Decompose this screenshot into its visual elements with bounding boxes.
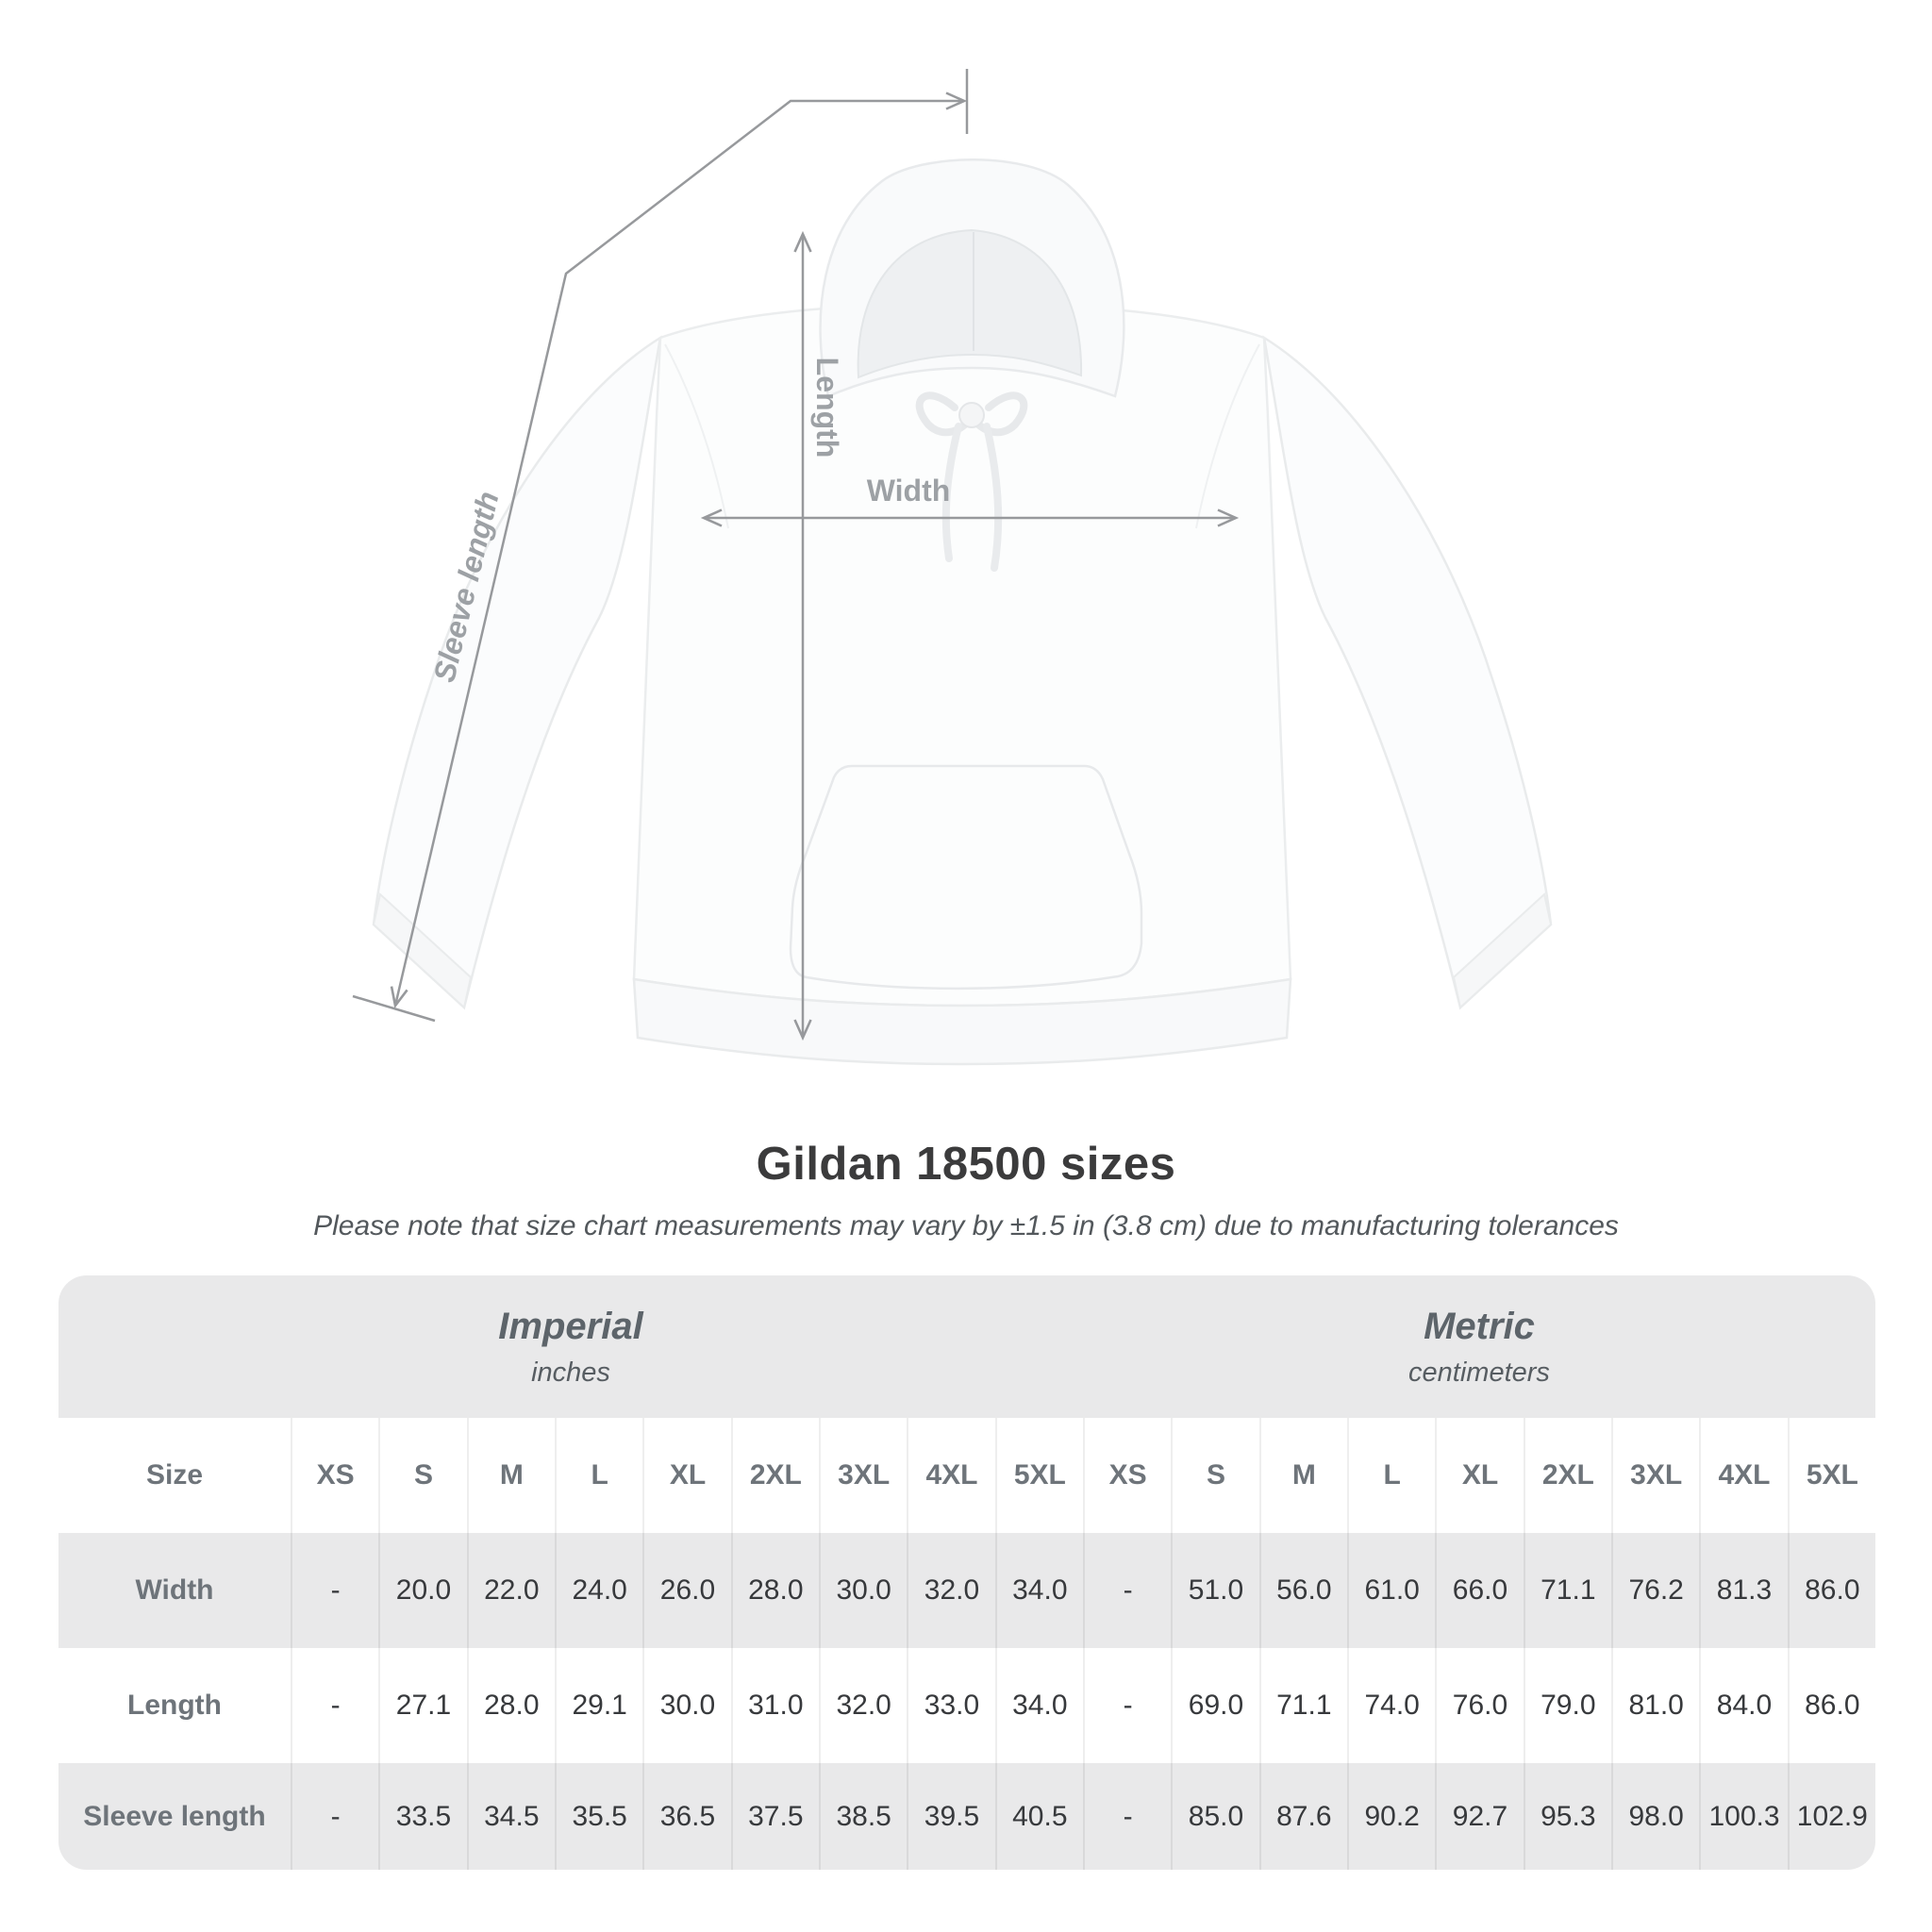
value-cell-metric: 90.2 (1347, 1763, 1435, 1870)
size-header-imperial: L (555, 1418, 642, 1533)
hoodie-left-sleeve (374, 338, 660, 1008)
value-cell-imperial: 24.0 (555, 1533, 642, 1648)
row-label: Width (58, 1533, 291, 1648)
size-header-imperial: XS (291, 1418, 378, 1533)
hoodie-illustration (374, 159, 1551, 1064)
row-label: Sleeve length (58, 1763, 291, 1870)
value-cell-imperial: 37.5 (731, 1763, 819, 1870)
value-cell-metric: 51.0 (1171, 1533, 1258, 1648)
size-header-imperial: 5XL (995, 1418, 1083, 1533)
size-header-metric: 5XL (1788, 1418, 1875, 1533)
value-cell-metric: 98.0 (1611, 1763, 1699, 1870)
value-cell-metric: 74.0 (1347, 1648, 1435, 1763)
unit-group-imperial-name: Imperial (498, 1305, 643, 1347)
value-cell-imperial: 32.0 (907, 1533, 994, 1648)
value-cell-imperial: 28.0 (731, 1533, 819, 1648)
size-header-metric: 3XL (1611, 1418, 1699, 1533)
size-header-imperial: 2XL (731, 1418, 819, 1533)
value-cell-metric: 95.3 (1524, 1763, 1611, 1870)
value-cell-imperial: 34.5 (467, 1763, 555, 1870)
value-cell-imperial: 26.0 (642, 1533, 730, 1648)
size-header-metric: XS (1083, 1418, 1171, 1533)
size-header-metric: 4XL (1699, 1418, 1787, 1533)
unit-group-metric-unit: centimeters (1408, 1357, 1550, 1388)
value-cell-imperial: 22.0 (467, 1533, 555, 1648)
value-cell-metric: 100.3 (1699, 1763, 1787, 1870)
hoodie-pocket (791, 766, 1141, 989)
value-cell-imperial: 34.0 (995, 1533, 1083, 1648)
value-cell-metric: 71.1 (1524, 1533, 1611, 1648)
value-cell-imperial: 29.1 (555, 1648, 642, 1763)
value-cell-metric: 84.0 (1699, 1648, 1787, 1763)
value-cell-imperial: 30.0 (819, 1533, 907, 1648)
value-cell-metric: 66.0 (1435, 1533, 1523, 1648)
size-header-metric: M (1259, 1418, 1347, 1533)
unit-group-metric-name: Metric (1424, 1305, 1535, 1347)
value-cell-imperial: - (291, 1648, 378, 1763)
value-cell-metric: 87.6 (1259, 1763, 1347, 1870)
value-cell-metric: 71.1 (1259, 1648, 1347, 1763)
value-cell-imperial: 34.0 (995, 1648, 1083, 1763)
tolerance-note: Please note that size chart measurements may vary by ±1.5 in (3.8 cm) due to manufacturing tolerances (313, 1210, 1619, 1241)
value-cell-imperial: 32.0 (819, 1648, 907, 1763)
value-cell-imperial: 36.5 (642, 1763, 730, 1870)
value-cell-imperial: 28.0 (467, 1648, 555, 1763)
size-header-imperial: M (467, 1418, 555, 1533)
length-measure-label: Length (810, 357, 844, 458)
size-header-imperial: 3XL (819, 1418, 907, 1533)
value-cell-metric: 81.3 (1699, 1533, 1787, 1648)
size-column-header: Size (145, 1459, 204, 1491)
hoodie-drawstring-knot (959, 403, 984, 427)
value-cell-imperial: 20.0 (378, 1533, 466, 1648)
size-header-metric: XL (1435, 1418, 1523, 1533)
value-cell-metric: 86.0 (1788, 1648, 1875, 1763)
value-cell-imperial: 35.5 (555, 1763, 642, 1870)
value-cell-metric: 81.0 (1611, 1648, 1699, 1763)
value-cell-metric: - (1083, 1533, 1171, 1648)
value-cell-metric: 92.7 (1435, 1763, 1523, 1870)
value-cell-imperial: 38.5 (819, 1763, 907, 1870)
hoodie-right-sleeve (1264, 338, 1551, 1008)
size-header-metric: L (1347, 1418, 1435, 1533)
value-cell-metric: 56.0 (1259, 1533, 1347, 1648)
width-measure-label: Width (866, 474, 951, 508)
value-cell-imperial: 39.5 (907, 1763, 994, 1870)
sleeve-measure-bottom-tick (353, 996, 435, 1021)
unit-group-metric (1083, 1275, 1875, 1418)
value-cell-metric: 61.0 (1347, 1533, 1435, 1648)
value-cell-metric: 69.0 (1171, 1648, 1258, 1763)
value-cell-metric: - (1083, 1648, 1171, 1763)
sleeve-length-measure-label: Sleeve length (426, 488, 506, 686)
value-cell-metric: 79.0 (1524, 1648, 1611, 1763)
value-cell-imperial: 33.5 (378, 1763, 466, 1870)
page-title: Gildan 18500 sizes (756, 1139, 1176, 1190)
value-cell-imperial: - (291, 1763, 378, 1870)
value-cell-metric: 76.0 (1435, 1648, 1523, 1763)
unit-group-imperial (58, 1275, 1083, 1418)
size-header-metric: 2XL (1524, 1418, 1611, 1533)
value-cell-metric: - (1083, 1763, 1171, 1870)
value-cell-metric: 102.9 (1788, 1763, 1875, 1870)
size-header-metric: S (1171, 1418, 1258, 1533)
unit-group-imperial-unit: inches (531, 1357, 610, 1388)
value-cell-metric: 86.0 (1788, 1533, 1875, 1648)
value-cell-imperial: 27.1 (378, 1648, 466, 1763)
value-cell-metric: 85.0 (1171, 1763, 1258, 1870)
value-cell-imperial: 30.0 (642, 1648, 730, 1763)
value-cell-metric: 76.2 (1611, 1533, 1699, 1648)
row-label: Length (127, 1690, 222, 1721)
value-cell-imperial: 33.0 (907, 1648, 994, 1763)
size-header-imperial: 4XL (907, 1418, 994, 1533)
value-cell-imperial: 40.5 (995, 1763, 1083, 1870)
size-header-imperial: S (378, 1418, 466, 1533)
value-cell-imperial: 31.0 (731, 1648, 819, 1763)
size-header-imperial: XL (642, 1418, 730, 1533)
size-table (58, 1275, 1875, 1870)
value-cell-imperial: - (291, 1533, 378, 1648)
